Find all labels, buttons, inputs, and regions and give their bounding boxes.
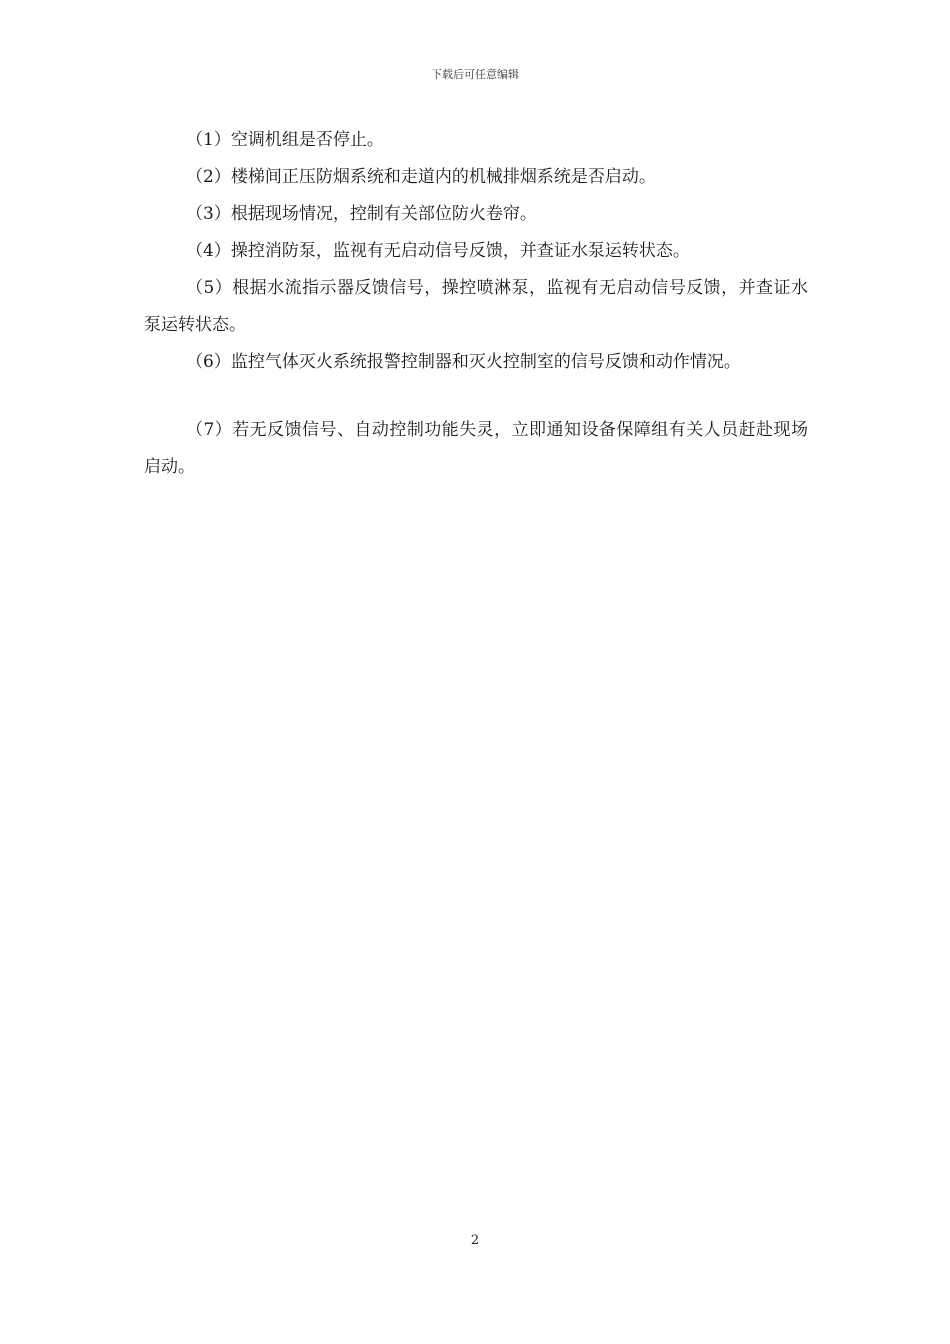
paragraph-item-7: （7）若无反馈信号、自动控制功能失灵，立即通知设备保障组有关人员赶赴现场启动。 xyxy=(144,420,808,477)
page-header: 下载后可任意编辑 xyxy=(431,68,519,81)
paragraph-item-1: （1）空调机组是否停止。 xyxy=(186,130,384,150)
document-body xyxy=(144,122,808,486)
paragraph-item-6: （6）监控气体灭火系统报警控制器和灭火控制室的信号反馈和动作情况。 xyxy=(186,352,741,372)
paragraph-item-2: （2）楼梯间正压防烟系统和走道内的机械排烟系统是否启动。 xyxy=(186,167,656,187)
page-number: 2 xyxy=(470,1233,480,1248)
paragraph-item-5: （5）根据水流指示器反馈信号，操控喷淋泵，监视有无启动信号反馈，并查证水泵运转状态。 xyxy=(144,278,808,335)
paragraph-item-4: （4）操控消防泵，监视有无启动信号反馈，并查证水泵运转状态。 xyxy=(186,241,690,261)
paragraph-item-3: （3）根据现场情况，控制有关部位防火卷帘。 xyxy=(186,204,537,224)
